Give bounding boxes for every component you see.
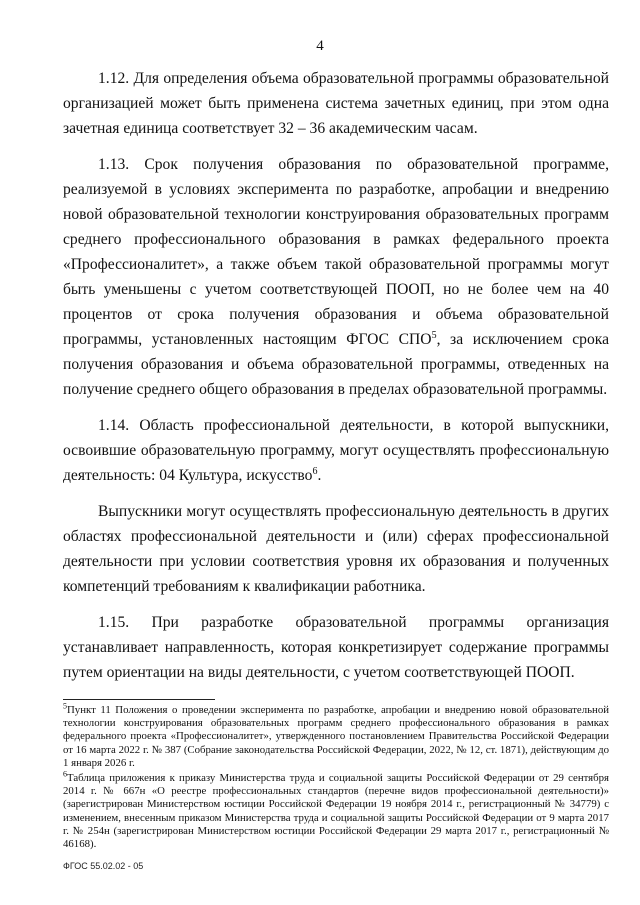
- footnote-6: [63, 769, 609, 851]
- footnote-text: Таблица приложения к приказу Министерства труда и социальной защиты Российской Федерации от 29 сентября 2014 г. № 667н «О реестре профессиональных стандартов (перечне видов профессиональной деятельности)» (зарегистрирован Министерством юстиции Российской Федерации 19 ноября 2014 г., регистрационный № 34779) с изменением, внесенным приказом Министерства труда и социальной защиты Российской Федерации от 9 марта 2017 г. № 254н (зарегистрирован Министерством юстиции Российской Федерации 29 марта 2017 г., регистрационный № 46168).: [63, 772, 609, 851]
- footnote-5: [63, 701, 609, 770]
- footnotes: [63, 701, 609, 853]
- paragraph-1-15: [63, 610, 609, 685]
- paragraph-text-tail: , за исключением срока получения образования и объема образовательной программы, отведенных на получение среднего общего образования в пределах образовательной программы.: [63, 331, 610, 398]
- paragraph-text: Выпускники могут осуществлять профессиональную деятельность в других областях профессиональной деятельности и (или) сферах профессиональной деятельности при условии соответствия уровня их образования и полученных компетенций требованиям к квалификации работника.: [63, 503, 609, 595]
- footnote-ref-6[interactable]: 6: [312, 465, 318, 477]
- footnote-ref-5[interactable]: 5: [431, 329, 437, 341]
- footnote-marker: 5: [63, 701, 67, 711]
- paragraph-text-tail: .: [317, 467, 322, 484]
- paragraph-text: 1.15. При разработке образовательной программы организация устанавливает направленность, которая конкретизирует содержание программы путем ориентации на виды деятельности, с учетом соответствующей ПООП.: [63, 614, 609, 681]
- footnote-text: Пункт 11 Положения о проведении эксперимента по разработке, апробации и внедрению новой образовательной технологии конструирования образовательных программ среднего профессионального образования в рамках федерального проекта «Профессионалитет», утвержденного постановлением Правительства Российской Федерации от 16 марта 2022 г. № 387 (Собрание законодательства Российской Федерации, 2022, № 12, ст. 1871), действующим до 1 января 2026 г.: [63, 704, 609, 769]
- paragraph-text: 1.14. Область профессиональной деятельности, в которой выпускники, освоившие образовательную программу, могут осуществлять профессиональную деятельность: 04 Культура, искусство: [63, 417, 609, 484]
- paragraph-text: 1.12. Для определения объема образовательной программы образовательной организацией может быть применена система зачетных единиц, при этом одна зачетная единица соответствует 32 – 36 академическим часам.: [63, 70, 609, 137]
- paragraph-text: 1.13. Срок получения образования по образовательной программе, реализуемой в условиях эксперимента по разработке, апробации и внедрению новой образовательной технологии конструирования образовательных программ среднего профессионального образования в рамках федерального проекта «Профессионалитет», а также объем такой образовательной программы могут быть уменьшены с учетом соответствующей ПООП, но не более чем на 40 процентов от срока получения образования и объема образовательной программы, установленных настоящим ФГОС СПО: [63, 156, 609, 348]
- paragraph-1-13: [63, 152, 609, 402]
- footnote-divider: [63, 699, 215, 700]
- main-text: [63, 66, 609, 696]
- page-number: 4: [316, 38, 324, 54]
- document-code: ФГОС 55.02.02 - 05: [63, 861, 144, 871]
- paragraph-graduates: [63, 499, 609, 599]
- paragraph-1-14: [63, 413, 609, 488]
- paragraph-1-12: [63, 66, 609, 141]
- footnote-marker: 6: [63, 769, 67, 779]
